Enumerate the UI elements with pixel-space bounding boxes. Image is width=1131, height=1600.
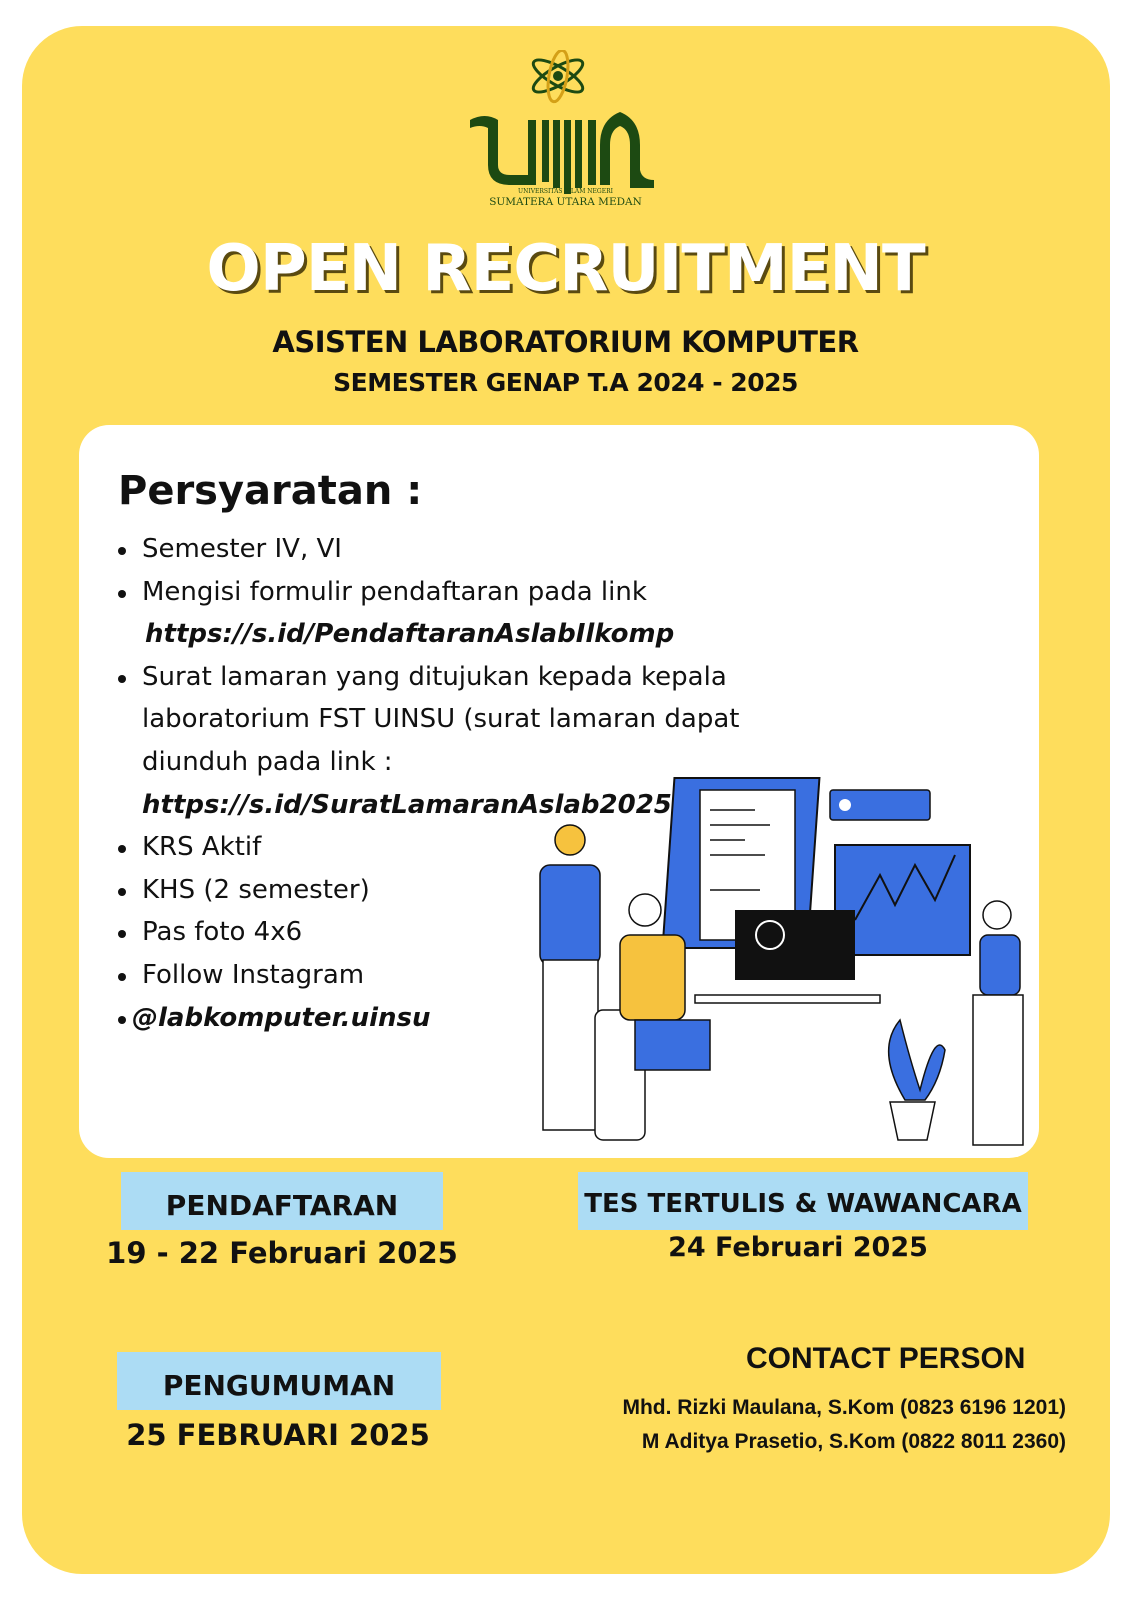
list-item: Semester IV, VI	[115, 528, 739, 571]
list-item: Follow Instagram	[115, 954, 739, 997]
test-date: 24 Februari 2025	[668, 1232, 928, 1263]
contact-heading: CONTACT PERSON	[746, 1342, 1026, 1375]
requirements-heading: Persyaratan :	[118, 468, 423, 514]
instagram-handle[interactable]: @labkomputer.uinsu	[115, 997, 739, 1040]
contact-person-1: Mhd. Rizki Maulana, S.Kom (0823 6196 1201)	[622, 1396, 1066, 1419]
announcement-date: 25 FEBRUARI 2025	[126, 1418, 430, 1452]
logo-university-line2: SUMATERA UTARA MEDAN	[489, 196, 642, 208]
list-item: Surat lamaran yang ditujukan kepada kepala	[115, 656, 739, 699]
registration-label: PENDAFTARAN	[121, 1172, 443, 1230]
poster-semester: SEMESTER GENAP T.A 2024 - 2025	[333, 368, 798, 397]
list-item: Mengisi formulir pendaftaran pada link	[115, 571, 739, 614]
registration-date: 19 - 22 Februari 2025	[106, 1236, 458, 1270]
test-label: TES TERTULIS & WAWANCARA	[578, 1172, 1028, 1230]
registration-link[interactable]: https://s.id/PendaftaranAslabIlkomp	[145, 619, 675, 650]
announcement-label: PENGUMUMAN	[117, 1352, 441, 1410]
letter-link[interactable]: https://s.id/SuratLamaranAslab2025	[142, 789, 672, 820]
uin-logo	[470, 50, 660, 210]
list-item-cont: diunduh pada link :	[142, 746, 393, 777]
contact-person-2: M Aditya Prasetio, S.Kom (0822 8011 2360)	[641, 1430, 1066, 1453]
list-item: KRS Aktif	[115, 826, 739, 869]
office-illustration	[525, 770, 1035, 1160]
logo-university-line1: UNIVERSITAS ISLAM NEGERI	[518, 188, 613, 195]
list-item-cont: laboratorium FST UINSU (surat lamaran dapat	[142, 704, 740, 735]
list-item: Pas foto 4x6	[115, 911, 739, 954]
poster-subtitle: ASISTEN LABORATORIUM KOMPUTER	[272, 325, 859, 359]
list-item: KHS (2 semester)	[115, 869, 739, 912]
poster-title: OPEN RECRUITMENT	[206, 232, 925, 306]
